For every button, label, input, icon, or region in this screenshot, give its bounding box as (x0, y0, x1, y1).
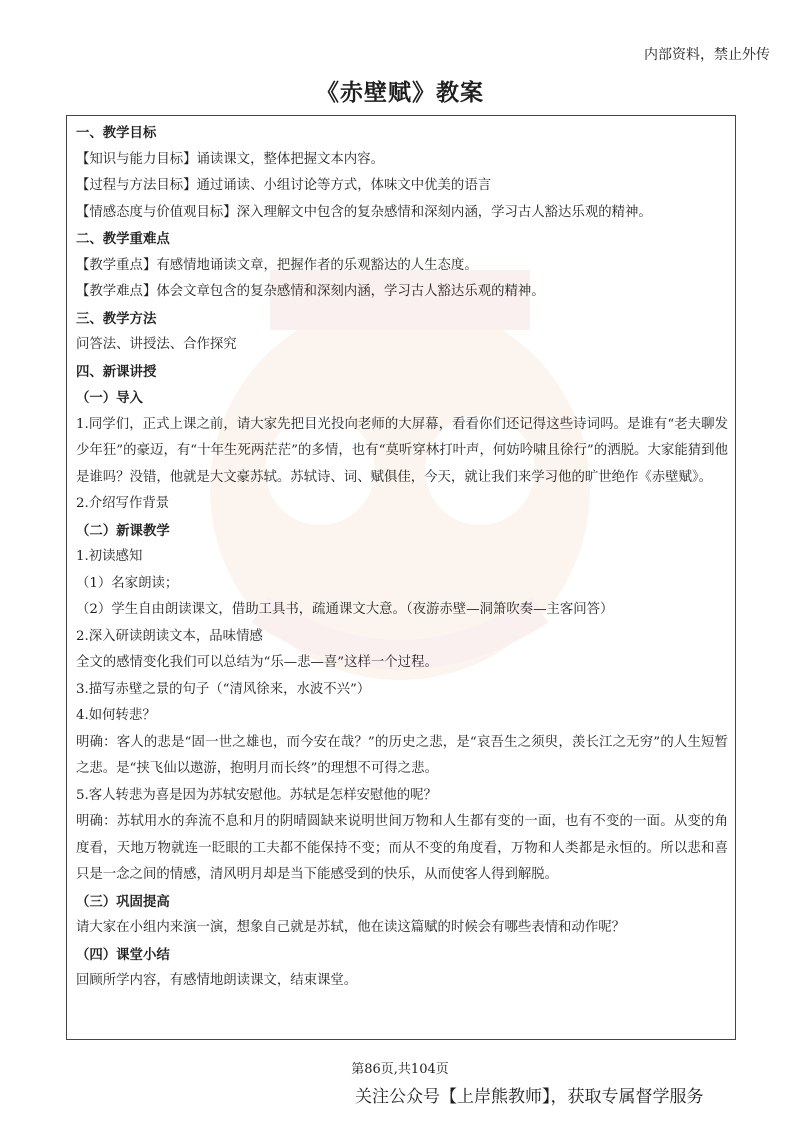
section-heading: （三）巩固提高 (76, 893, 170, 910)
content-line: 4.如何转悲？ (76, 708, 156, 723)
content-line: 2.深入研读朗读文本，品味情感 (76, 628, 263, 644)
section-heading: 一、教学目标 (76, 125, 157, 141)
content-line: 全文的感情变化我们可以总结为“乐—悲—喜”这样一个过程。 (76, 655, 438, 670)
content-line: 回顾所学内容，有感情地朗读课文，结束课堂。 (76, 973, 358, 988)
content-line: 5.客人转悲为喜是因为苏轼安慰他。苏轼是怎样安慰他的呢？ (76, 787, 437, 803)
content-line: 明确：客人的悲是“固一世之雄也，而今安在哉？”的历史之悲，是“哀吾生之须臾，羡长江之无穷”的人生短暂之悲。是“挟飞仙以遨游，抱明月而长终”的理想不可得之悲。 (76, 734, 728, 776)
section-heading: （二）新课教学 (76, 522, 170, 539)
content-line: 1.同学们，正式上课之前，请大家先把目光投向老师的大屏幕，看看你们还记得这些诗词吗。是谁有“老夫聊发少年狂”的豪迈，有“十年生死两茫茫”的多情，也有“莫听穿林打叶声，何妨吟啸且徐行”的洒脱。大家能猜到他是谁吗？没错，他就是大文豪苏轼。苏轼诗、词、赋俱佳，今天，就让我们来学习他的旷世绝作《赤壁赋》。 (76, 416, 728, 485)
content-line: 3.描写赤壁之景的句子（“清风徐来，水波不兴”） (76, 681, 371, 697)
section-heading: 三、教学方法 (76, 310, 157, 327)
section-heading: （一）导入 (76, 390, 143, 406)
page-title: 《赤壁赋》教案 (316, 79, 484, 106)
section-heading: （四）课堂小结 (76, 946, 170, 963)
content-line: （1）名家朗读； (76, 575, 179, 591)
content-line: 问答法、讲授法、合作探究 (76, 337, 237, 352)
content-line: 明确：苏轼用水的奔流不息和月的阴晴圆缺来说明世间万物和人生都有变的一面，也有不变的一面。从变的角度看，天地万物就连一眨眼的工夫都不能保持不变；而从不变的角度看，万物和人类都是永恒的。所以悲和喜只是一念之间的情感，清风明月却是当下能感受到的快乐，从而使客人得到解脱。 (76, 814, 728, 882)
page-number: 第86页,共104页 (351, 1062, 449, 1077)
content-line: 【过程与方法目标】通过诵读、小组讨论等方式，体味文中优美的语言 (76, 178, 492, 193)
content-line: 请大家在小组内来演一演，想象自己就是苏轼，他在读这篇赋的时候会有哪些表情和动作呢？ (76, 920, 626, 935)
footer-follow-text: 关注公众号【上岸熊教师】，获取专属督学服务 (355, 1087, 704, 1107)
content-line: 【教学难点】体会文章包含的复杂感情和深刻内涵，学习古人豁达乐观的精神。 (76, 284, 545, 299)
section-heading: 二、教学重难点 (76, 231, 170, 247)
lesson-content (76, 120, 728, 995)
content-line: 【知识与能力目标】诵读课文，整体把握文本内容。 (76, 151, 384, 167)
content-line: （2）学生自由朗读课文，借助工具书，疏通课文大意。（夜游赤壁—洞箫吹奏—主客问答） (76, 602, 614, 617)
confidential-notice: 内部资料，禁止外传 (644, 47, 770, 63)
content-line: 【情感态度与价值观目标】深入理解文中包含的复杂感情和深刻内涵，学习古人豁达乐观的精神。 (76, 204, 652, 220)
content-line: 1.初读感知 (76, 549, 143, 564)
content-line: 2.介绍写作背景 (76, 496, 170, 511)
content-line: 【教学重点】有感情地诵读文章，把握作者的乐观豁达的人生态度。 (76, 257, 478, 273)
section-heading: 四、新课讲授 (76, 363, 157, 380)
